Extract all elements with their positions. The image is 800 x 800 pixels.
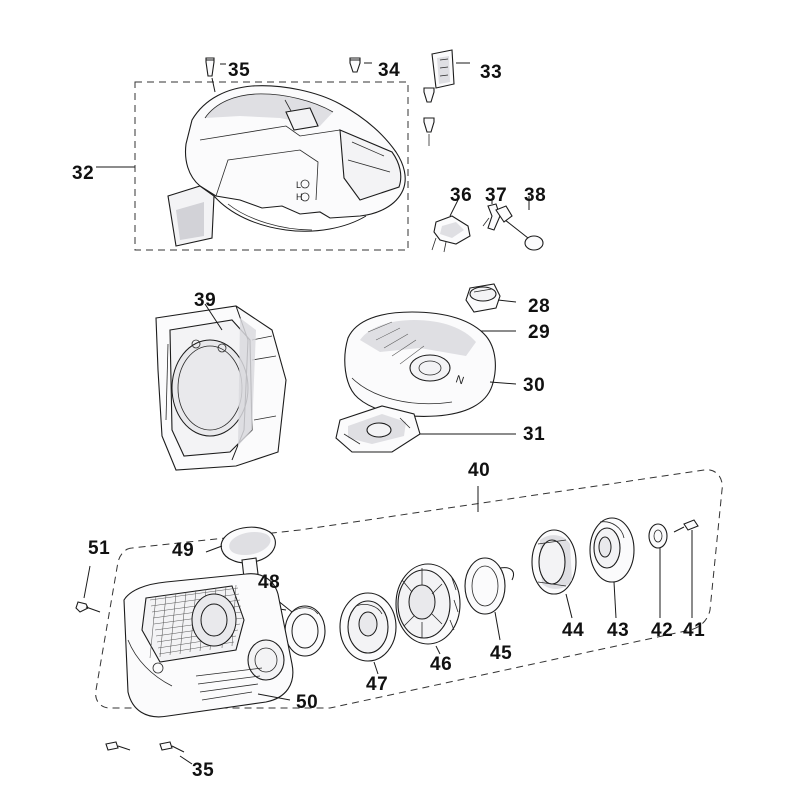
- part-screw-51: [76, 566, 100, 612]
- callout-51: 51: [88, 538, 111, 559]
- callout-45: 45: [490, 643, 513, 664]
- leader-43: [614, 582, 616, 618]
- part-screw-34: [350, 58, 360, 72]
- svg-text:N: N: [454, 373, 466, 388]
- leader-49: [206, 546, 222, 552]
- leader-47: [374, 662, 378, 674]
- callout-30: 30: [523, 375, 546, 396]
- svg-text:H: H: [296, 192, 303, 202]
- part-rod-38: [496, 200, 543, 250]
- callout-39: 39: [194, 290, 217, 311]
- part-lever-36: [432, 216, 470, 252]
- part-cylinder-cover-30: [345, 312, 496, 416]
- part-top-cover: [168, 86, 405, 246]
- part-screw-41: [674, 520, 698, 618]
- callout-32: 32: [72, 163, 95, 184]
- svg-text:L: L: [296, 180, 302, 190]
- callout-46: 46: [430, 654, 453, 675]
- callout-44: 44: [562, 620, 585, 641]
- callout-41: 41: [683, 620, 706, 641]
- part-screws-mid: [424, 88, 434, 146]
- callout-35-top: 35: [228, 60, 251, 81]
- callout-35-bottom: 35: [192, 760, 215, 781]
- callout-34: 34: [378, 60, 401, 81]
- part-screw-35-top: [206, 58, 215, 92]
- part-clip-33: [432, 50, 454, 88]
- callout-36: 36: [450, 185, 473, 206]
- part-washer-42: [649, 524, 667, 548]
- leader-46: [436, 646, 440, 654]
- leader-28: [498, 300, 516, 302]
- callout-33: 33: [480, 62, 503, 83]
- callout-31: 31: [523, 424, 546, 445]
- callout-37: 37: [485, 185, 508, 206]
- leader-30: [490, 382, 516, 384]
- part-latch-37: [483, 204, 500, 230]
- part-pulley-disc-43: [590, 518, 634, 582]
- part-pulley-47: [340, 593, 396, 661]
- callout-38: 38: [524, 185, 547, 206]
- callout-40: 40: [468, 460, 491, 481]
- callout-47: 47: [366, 674, 389, 695]
- part-pawl-carrier-44: [532, 530, 576, 594]
- part-spring-45: [465, 558, 514, 614]
- part-screws-35-bottom: [106, 742, 192, 764]
- callout-42: 42: [651, 620, 674, 641]
- callout-48: 48: [258, 572, 281, 593]
- callout-50: 50: [296, 692, 319, 713]
- leader-45: [495, 612, 500, 640]
- leader-44: [566, 594, 572, 618]
- callout-49: 49: [172, 540, 195, 561]
- callout-43: 43: [607, 620, 630, 641]
- part-baffle-39: [156, 306, 286, 470]
- callout-28: 28: [528, 296, 551, 317]
- callout-29: 29: [528, 322, 551, 343]
- part-heat-shield-31: [336, 406, 420, 452]
- part-cap-28: [466, 284, 500, 312]
- part-spring-cassette-46: [396, 564, 460, 644]
